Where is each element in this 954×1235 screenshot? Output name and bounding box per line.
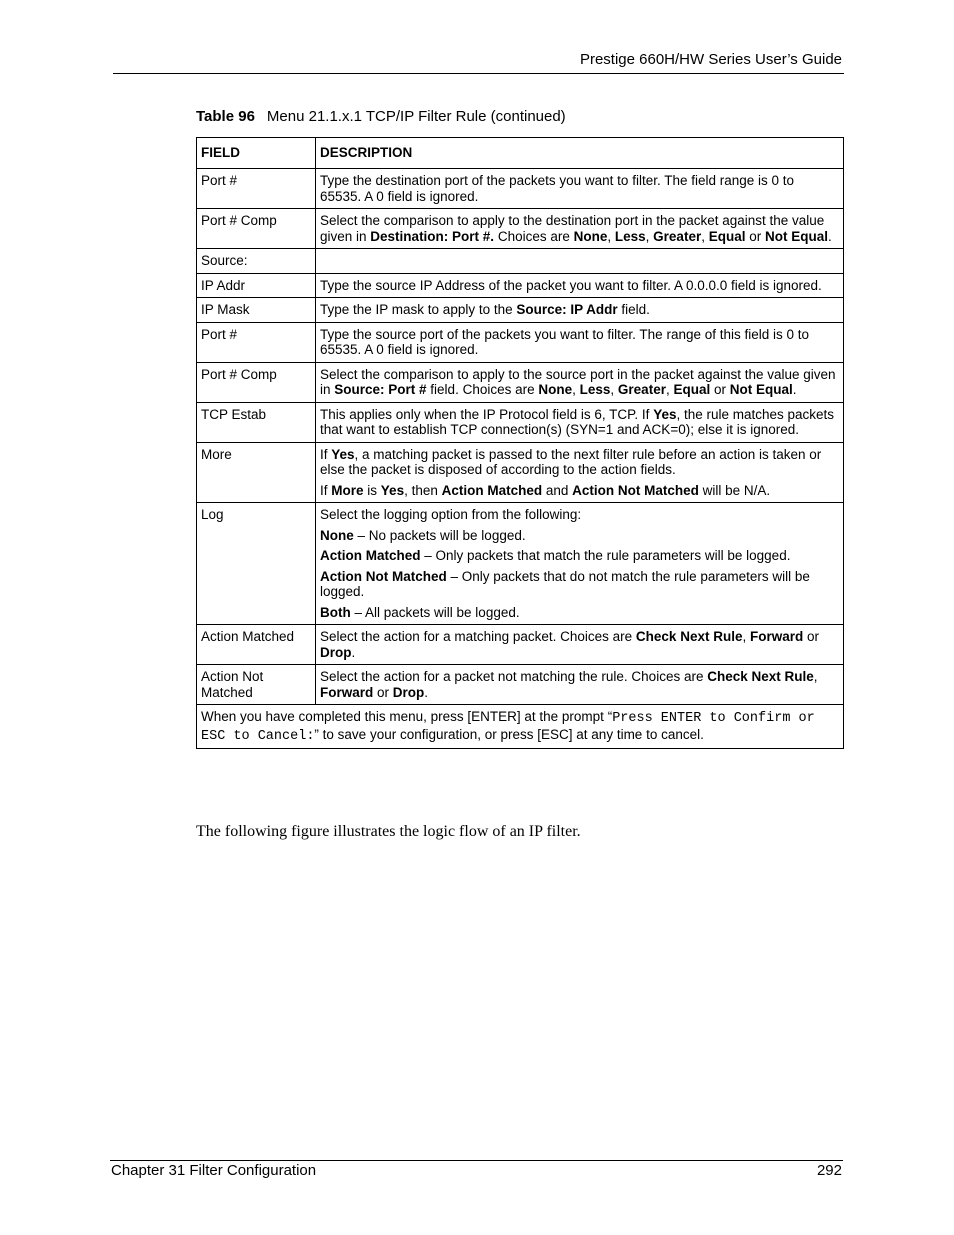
text-run: Select the logging option from the following:: [320, 507, 582, 522]
mono-text: Press ENTER to Confirm or ESC to Cancel:: [201, 711, 815, 744]
description-paragraph: [320, 367, 839, 398]
running-header-title: Prestige 660H/HW Series User’s Guide: [579, 51, 842, 68]
bold-text: Action Matched: [320, 548, 421, 563]
footer-rule: [110, 1160, 843, 1161]
text-run: ,: [610, 382, 618, 397]
description-paragraph: [320, 669, 839, 700]
header-rule: [113, 73, 844, 74]
text-run: ,: [742, 629, 750, 644]
description-cell: [316, 209, 844, 249]
field-cell: Port # Comp: [197, 362, 316, 402]
description-paragraph: [320, 278, 839, 294]
bold-text: Less: [579, 382, 611, 397]
bold-text: Action Not Matched: [572, 482, 699, 498]
text-run: – All packets will be logged.: [350, 604, 520, 620]
field-description-table: [196, 137, 844, 749]
description-cell: [316, 169, 844, 209]
text-run: Select the comparison to apply to the source port in the packet against the value given in: [320, 366, 836, 397]
bold-text: Check Next Rule: [635, 629, 743, 644]
table-row: [197, 362, 844, 402]
bold-text: None: [320, 527, 354, 543]
field-cell: IP Addr: [197, 273, 316, 298]
bold-text: Drop: [392, 684, 425, 700]
description-paragraph: [320, 605, 839, 621]
bold-text: Yes: [331, 446, 355, 462]
text-run: Choices are: [494, 228, 574, 244]
bold-text: Action Not Matched: [320, 568, 447, 584]
field-column-header: FIELD: [197, 138, 316, 169]
table-caption-text: Menu 21.1.x.1 TCP/IP Filter Rule (continued): [266, 108, 566, 125]
text-run: Type the source IP Address of the packet you want to filter. A 0.0.0.0 field is ignored.: [320, 277, 822, 293]
text-run: is: [363, 482, 381, 498]
text-run: will be N/A.: [698, 482, 771, 498]
description-cell: [316, 665, 844, 705]
table-footer-row: [197, 705, 844, 749]
field-cell: Port #: [197, 322, 316, 362]
footer-page-number: 292: [816, 1162, 842, 1179]
table-body: [197, 169, 844, 749]
field-cell: TCP Estab: [197, 402, 316, 442]
description-paragraph: [320, 173, 839, 204]
text-run: ,: [572, 382, 580, 397]
description-paragraph: [320, 507, 839, 523]
bold-text: More: [331, 482, 364, 498]
table-row: [197, 322, 844, 362]
body-paragraph: The following figure illustrates the logic flow of an IP filter.: [196, 823, 581, 840]
description-cell: [316, 362, 844, 402]
bold-text: Check Next Rule: [707, 669, 814, 684]
bold-text: Equal: [673, 382, 711, 397]
text-run: ,: [701, 228, 709, 244]
description-paragraph: [320, 528, 839, 544]
text-run: ” to save your configuration, or press [ESC] at any time to cancel.: [314, 726, 704, 742]
text-run: When you have completed this menu, press [ENTER] at the prompt “: [201, 709, 613, 724]
bold-text: Forward: [749, 629, 804, 644]
footer-chapter: Chapter 31 Filter Configuration: [111, 1162, 317, 1179]
bold-text: Destination: Port #.: [370, 228, 495, 244]
text-run: Type the IP mask to apply to the: [320, 302, 517, 317]
bold-text: Drop: [320, 644, 352, 660]
description-cell: [316, 298, 844, 323]
description-cell: [316, 402, 844, 442]
text-run: or: [373, 684, 393, 700]
text-run: or: [803, 629, 820, 644]
bold-text: Yes: [380, 482, 405, 498]
text-run: or: [710, 382, 730, 397]
table-row: [197, 442, 844, 503]
text-run: If: [320, 482, 332, 498]
field-cell: Port # Comp: [197, 209, 316, 249]
text-run: , the rule matches packets that want to establish TCP connection(s) (SYN=1 and ACK=0); else it is ignored.: [320, 406, 835, 437]
bold-text: None: [538, 382, 573, 397]
text-run: ,: [813, 669, 818, 684]
text-run: Type the destination port of the packets you want to filter. The field range is 0 to 65535. A 0 field is ignored.: [320, 173, 795, 204]
text-run: or: [745, 228, 765, 244]
text-run: .: [828, 228, 832, 244]
description-paragraph: [320, 407, 839, 438]
text-run: Select the action for a matching packet. Choices are: [320, 629, 636, 644]
description-cell: [316, 322, 844, 362]
text-run: ,: [665, 382, 674, 397]
bold-text: Source: IP Addr: [516, 302, 618, 317]
text-run: field. Choices are: [426, 382, 539, 397]
bold-text: Greater: [653, 228, 702, 244]
table-row: [197, 503, 844, 625]
description-paragraph: [320, 629, 839, 660]
description-cell: [316, 442, 844, 503]
field-cell: Action Not Matched: [197, 665, 316, 705]
description-paragraph: [320, 302, 839, 318]
description-cell: [316, 625, 844, 665]
table-row: [197, 249, 844, 274]
table-row: [197, 209, 844, 249]
text-run: This applies only when the IP Protocol field is 6, TCP. If: [320, 406, 654, 422]
bold-text: Not Equal: [729, 382, 793, 397]
table-row: [197, 273, 844, 298]
description-paragraph: [320, 327, 839, 358]
text-run: and: [542, 482, 573, 498]
bold-text: Not Equal: [765, 228, 828, 244]
text-run: If: [320, 446, 332, 462]
text-run: ,: [607, 228, 615, 244]
text-run: Select the action for a packet not matching the rule. Choices are: [320, 669, 708, 684]
bold-text: Yes: [653, 406, 677, 422]
description-paragraph: [320, 213, 839, 244]
bold-text: Less: [614, 228, 646, 244]
description-paragraph: [320, 447, 839, 478]
table-row: [197, 625, 844, 665]
bold-text: None: [573, 228, 608, 244]
field-cell: Source:: [197, 249, 316, 274]
description-cell: [316, 273, 844, 298]
text-run: .: [424, 684, 429, 700]
description-cell: [316, 503, 844, 625]
field-cell: Action Matched: [197, 625, 316, 665]
text-run: – No packets will be logged.: [353, 527, 526, 543]
description-paragraph: [320, 483, 839, 499]
bold-text: Equal: [708, 228, 746, 244]
description-column-header: DESCRIPTION: [316, 138, 844, 169]
table-caption: [196, 108, 566, 125]
table-row: [197, 298, 844, 323]
text-run: – Only packets that match the rule parameters will be logged.: [420, 548, 791, 563]
table-row: [197, 169, 844, 209]
text-run: field.: [617, 302, 650, 317]
text-run: .: [351, 644, 356, 660]
field-cell: More: [197, 442, 316, 503]
table-row: [197, 402, 844, 442]
bold-text: Forward: [320, 684, 374, 700]
text-run: .: [792, 382, 797, 397]
bold-text: Both: [320, 604, 351, 620]
text-run: Select the comparison to apply to the destination port in the packet against the value given in: [320, 213, 825, 244]
table-caption-label: Table 96: [196, 108, 255, 125]
text-run: , then: [404, 482, 442, 498]
field-cell: Log: [197, 503, 316, 625]
bold-text: Greater: [617, 382, 666, 397]
text-run: – Only packets that do not match the rule parameters will be logged.: [320, 568, 810, 599]
text-run: Type the source port of the packets you want to filter. The range of this field is 0 to 65535. A 0 field is ignored.: [320, 326, 810, 357]
description-paragraph: [320, 548, 839, 564]
bold-text: Source: Port #: [334, 382, 427, 397]
table-row: [197, 665, 844, 705]
table-footer-note: [197, 705, 844, 749]
bold-text: Action Matched: [441, 482, 543, 498]
description-cell: [316, 249, 844, 274]
text-run: ,: [645, 228, 654, 244]
text-run: , a matching packet is passed to the next filter rule before an action is taken or else the packet is disposed of according to the action fields.: [320, 446, 822, 477]
field-cell: Port #: [197, 169, 316, 209]
table-header-row: [197, 138, 844, 169]
field-cell: IP Mask: [197, 298, 316, 323]
description-paragraph: [320, 569, 839, 600]
